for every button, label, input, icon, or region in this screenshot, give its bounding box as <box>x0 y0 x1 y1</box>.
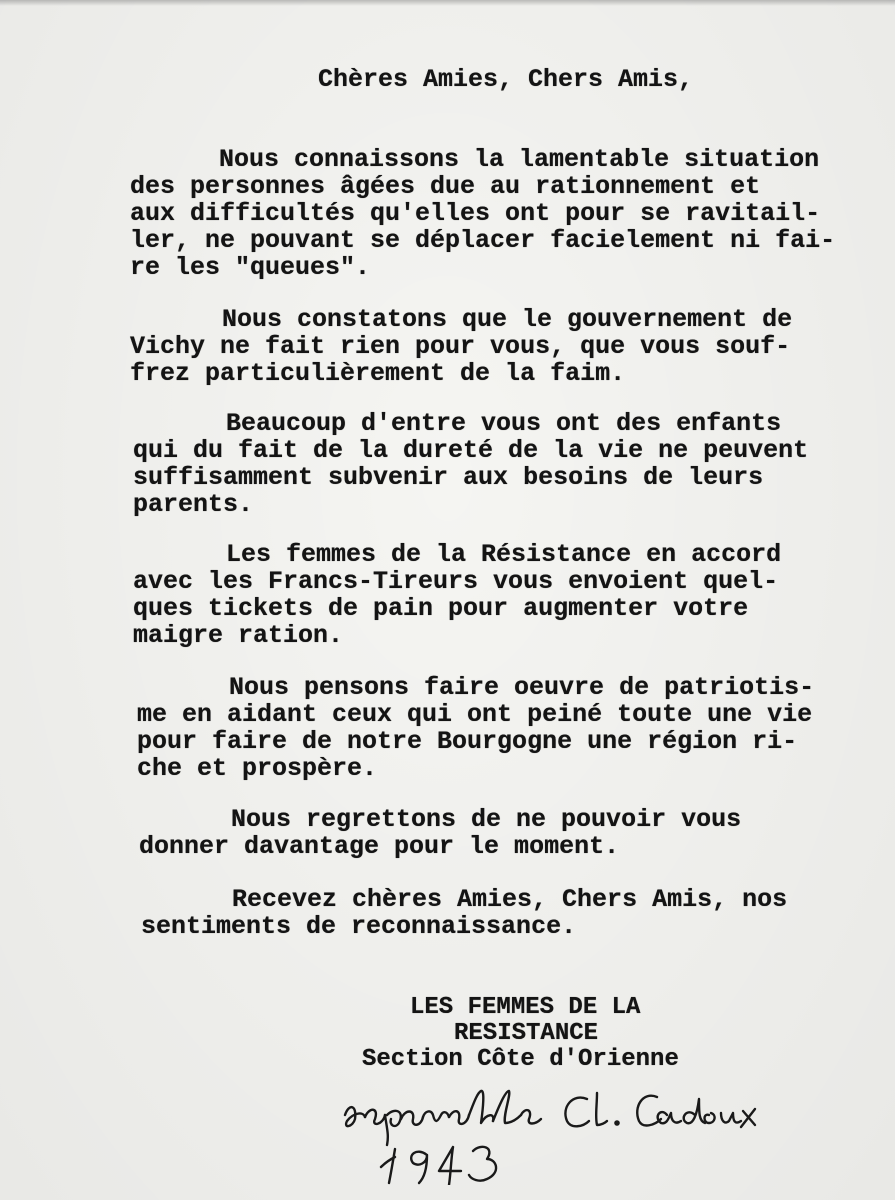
paragraph-1-line-1: Nous connaissons la lamentable situation <box>219 145 820 174</box>
scan-edge-shadow <box>0 0 895 6</box>
paragraph-4-line-2: avec les Francs-Tireurs vous envoient quel- <box>133 567 779 596</box>
paragraph-5-line-3: pour faire de notre Bourgogne une région ri- <box>137 727 798 756</box>
signature-line-2: RESISTANCE <box>454 1020 599 1047</box>
signature-line-3: Section Côte d'Orienne <box>362 1046 679 1073</box>
paragraph-4-line-1: Les femmes de la Résistance en accord <box>226 540 782 569</box>
paragraph-7-line-1: Recevez chères Amies, Chers Amis, nos <box>232 885 788 914</box>
paragraph-5-line-4: che et prospère. <box>137 754 378 783</box>
paragraph-5-line-2: me en aidant ceux qui ont peiné toute une vie <box>137 700 813 729</box>
signature-line-1: LES FEMMES DE LA <box>410 994 641 1021</box>
greeting: Chères Amies, Chers Amis, <box>318 65 694 94</box>
paragraph-2-line-2: Vichy ne fait rien pour vous, que vous souf- <box>130 332 791 361</box>
paragraph-6-line-2: donner davantage pour le moment. <box>139 832 620 861</box>
paragraph-1-line-4: ler, ne pouvant se déplacer facielement ni fai- <box>130 226 836 255</box>
paragraph-2-line-1: Nous constatons que le gouvernement de <box>222 305 793 334</box>
paragraph-2-line-3: frez particulièrement de la faim. <box>130 359 626 388</box>
paragraph-4-line-4: maigre ration. <box>133 621 344 650</box>
paragraph-7-line-2: sentiments de reconnaissance. <box>141 912 577 941</box>
paragraph-5-line-1: Nous pensons faire oeuvre de patriotis- <box>229 673 815 702</box>
paragraph-3-line-3: suffisamment subvenir aux besoins de leurs <box>133 463 764 492</box>
paragraph-1-line-5: re les "queues". <box>130 253 371 282</box>
paragraph-6-line-1: Nous regrettons de ne pouvoir vous <box>231 805 742 834</box>
paragraph-1-line-2: des personnes âgées due au rationnement et <box>130 172 761 201</box>
paragraph-4-line-3: ques tickets de pain pour augmenter votre <box>133 594 749 623</box>
paragraph-3-line-4: parents. <box>133 490 254 519</box>
paragraph-3-line-2: qui du fait de la dureté de la vie ne peuvent <box>133 436 809 465</box>
paragraph-3-line-1: Beaucoup d'entre vous ont des enfants <box>226 409 782 438</box>
paragraph-1-line-3: aux difficultés qu'elles ont pour se ravitail- <box>130 199 821 228</box>
handwritten-signature <box>335 1085 765 1185</box>
